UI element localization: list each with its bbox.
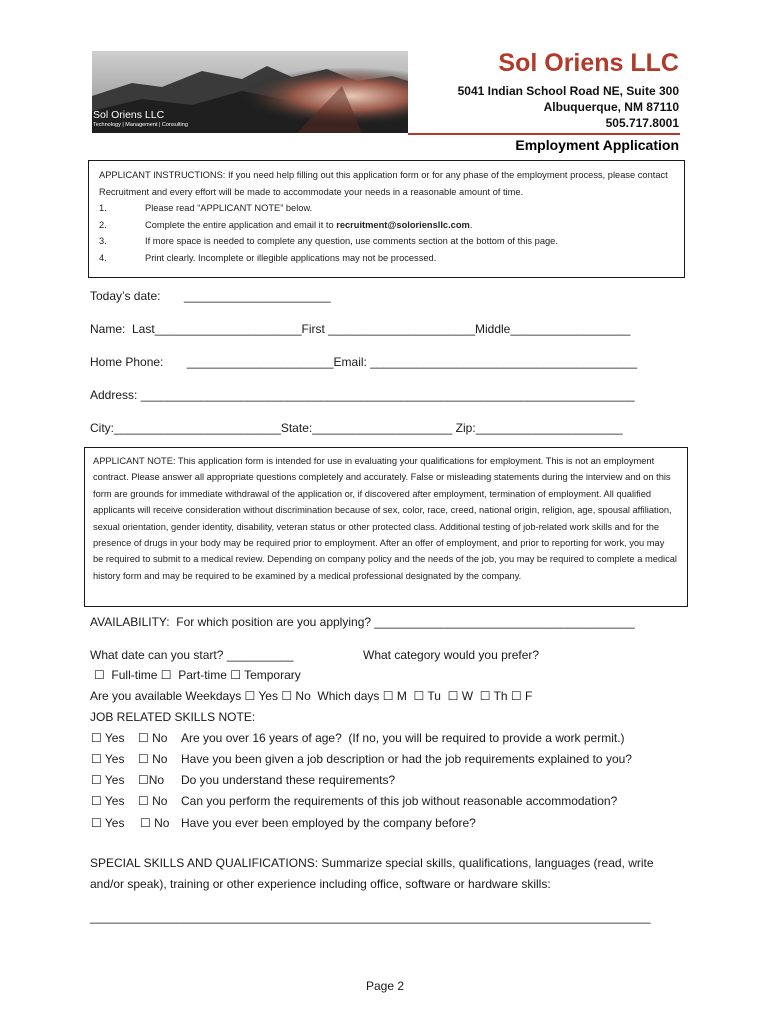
start-date-field[interactable]: What date can you start? __________: [90, 648, 294, 662]
yes-checkbox[interactable]: ☐ Yes: [91, 731, 125, 745]
weekday-availability[interactable]: Are you available Weekdays ☐ Yes ☐ No Which days ☐ M ☐ Tu ☐ W ☐ Th ☐ F: [90, 689, 533, 703]
step-text: Print clearly. Incomplete or illegible applications may not be processed.: [145, 253, 437, 263]
logo-name: Sol Oriens LLC: [93, 109, 165, 121]
todays-date-field[interactable]: Today’s date: ______________________: [90, 289, 331, 303]
applicant-note-box: [84, 447, 688, 607]
special-skills-prompt: SPECIAL SKILLS AND QUALIFICATIONS: Summarize special skills, qualifications, languages (read, write and/or speak), training or other experience including office, software or hardware skills:: [90, 856, 654, 891]
yes-checkbox[interactable]: ☐ Yes: [91, 794, 125, 808]
name-field[interactable]: Name: Last______________________First ______________________Middle__________________: [90, 322, 631, 336]
special-skills-answer-line[interactable]: ____________________________________________________________________________________: [90, 910, 651, 924]
step-text-before: Complete the entire application and email it to: [145, 220, 337, 230]
skill-question: Do you understand these requirements?: [181, 773, 396, 787]
instructions-box: [88, 160, 685, 278]
no-checkbox[interactable]: ☐ No: [138, 794, 168, 808]
step-text: If more space is needed to complete any question, use comments section at the bottom of this page.: [145, 236, 558, 246]
recruitment-email-link[interactable]: recruitment@soloriensllc.com: [336, 220, 470, 230]
no-checkbox[interactable]: ☐ No: [138, 731, 168, 745]
instructions-intro: APPLICANT INSTRUCTIONS: If you need help filling out this application form or for any phase of the employment process, please contact Recruitment and every effort will be made to accommodate your needs in a reasonable amount of time.: [99, 170, 668, 197]
skill-question: Are you over 16 years of age? (If no, you will be required to provide a work permit.): [181, 731, 625, 745]
address-line-2: Albuquerque, NM 87110: [543, 100, 679, 114]
applicant-note-text: APPLICANT NOTE: This application form is intended for use in evaluating your qualifications for employment. This is not an employment contract. Please answer all appropriate questions completely and accurately. False or misleading statements during the interview and on this form are grounds for immediate withdrawal of the application or, if discovered after employment, termination of employment. All qualified applicants will receive consideration without discrimination because of sex, color, race, creed, national origin, religion, age, spousal affiliation, sexual orientation, gender identity, disability, veteran status or other protected class. Additional testing of job-related work skills and for the presence of drugs in your body may be required prior to employment. After an offer of employment, and prior to reporting for work, you may be required to submit to a medical review. Depending on company policy and the needs of the job, you may be required to complete a medical history form and may be required to be examined by a medical professional designated by the company.: [93, 456, 677, 581]
company-name: Sol Oriens LLC: [498, 49, 679, 77]
page-number: Page 2: [365, 979, 405, 993]
skills-note-heading: JOB RELATED SKILLS NOTE:: [90, 710, 256, 724]
no-checkbox[interactable]: ☐ No: [140, 816, 170, 830]
header-divider: [408, 133, 680, 135]
company-phone: 505.717.8001: [605, 116, 679, 130]
step-text: Please read “APPLICANT NOTE” below.: [145, 203, 313, 213]
step-number: 1.: [99, 203, 107, 213]
skill-question: Have you ever been employed by the company before?: [181, 816, 476, 830]
logo-tagline: Technology | Management | Consulting: [93, 122, 188, 128]
employment-type-checkboxes[interactable]: ☐ Full-time ☐ Part-time ☐ Temporary: [94, 668, 301, 682]
no-checkbox[interactable]: ☐ No: [138, 752, 168, 766]
city-state-zip-field[interactable]: City:_________________________State:_____________________ Zip:______________________: [90, 421, 623, 435]
yes-checkbox[interactable]: ☐ Yes: [91, 816, 125, 830]
step-text-after: .: [469, 220, 473, 230]
step-number: 4.: [99, 253, 107, 263]
yes-checkbox[interactable]: ☐ Yes: [91, 752, 125, 766]
skill-question: Have you been given a job description or had the job requirements explained to you?: [181, 752, 632, 766]
address-line-1: 5041 Indian School Road NE, Suite 300: [457, 84, 679, 98]
position-field[interactable]: AVAILABILITY: For which position are you applying? _______________________________________: [90, 615, 635, 629]
address-field[interactable]: Address: __________________________________________________________________________: [90, 388, 635, 402]
step-text: [145, 220, 472, 230]
skill-question: Can you perform the requirements of this job without reasonable accommodation?: [181, 794, 618, 808]
yes-checkbox[interactable]: ☐ Yes: [91, 773, 125, 787]
step-number: 3.: [99, 236, 107, 246]
phone-email-field[interactable]: Home Phone: ______________________Email: ________________________________________: [90, 355, 638, 369]
step-number: 2.: [99, 220, 107, 230]
no-checkbox[interactable]: ☐No: [138, 773, 165, 787]
category-question: What category would you prefer?: [363, 648, 540, 662]
document-title: Employment Application: [515, 137, 679, 153]
